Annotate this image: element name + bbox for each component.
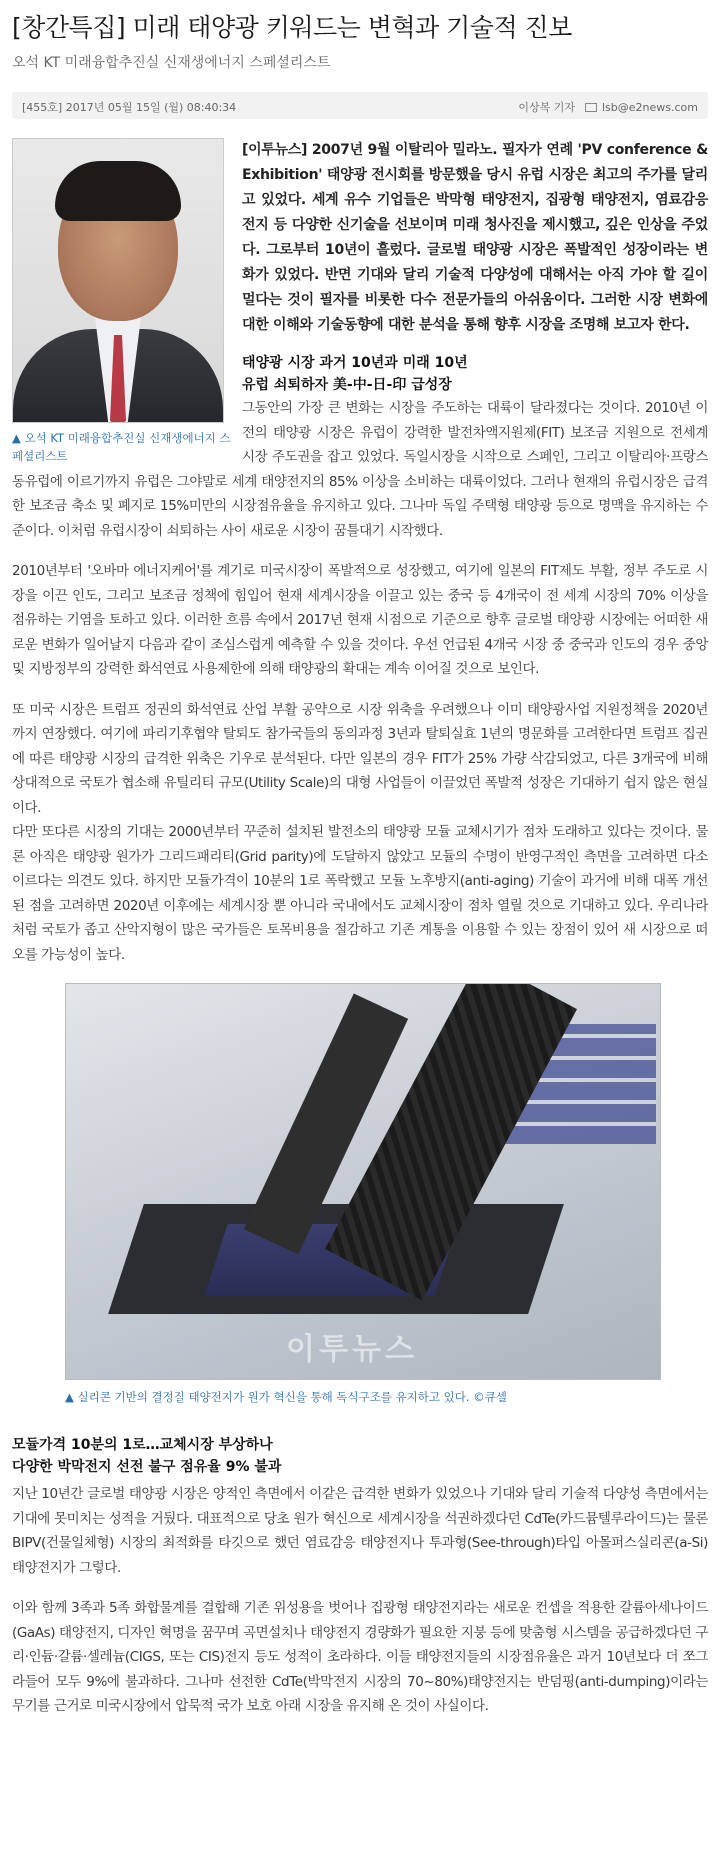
author-photo	[12, 138, 224, 423]
reporter-name[interactable]: 이상복 기자	[518, 101, 575, 114]
article-paragraph: 지난 10년간 글로벌 태양광 시장은 양적인 측면에서 이같은 급격한 변화가 있었으나 기대와 달리 기술적 다양성 측면에서는 기대에 못미치는 성적을 거뒀다. 대표적으로 당초 원가 혁신으로 세계시장을 석권하겠다던 CdTe(카드뮴텔루라이드)는 물론 BIPV(건물일체형) 시장의 최적화를 타깃으로 했던 염료감응 태양전지나 투과형(See-through)타입 아몰퍼스실리콘(a-Si) 태양전지가 그렇다.	[12, 1486, 708, 1576]
article-paragraph: 이와 함께 3족과 5족 화합물계를 결합해 기존 위성용을 벗어나 집광형 태양전지라는 새로운 컨셉을 적용한 갈륨아세나이드(GaAs) 태양전지, 디자인 혁명을 꿈꾸며 곡면설치나 태양전지 경량화가 필요한 지붕 등에 맞춤형 시스템을 공급하겠다던 구리·인듐·갈륨·셀레늄(CIGS, 또는 CIS)전지 등도 성적이 초라하다. 이들 태양전지들의 시장점유율은 과거 10년보다 더 쪼그라들어 모두 9%에 불과하다. 그나마 선전한 CdTe(박막전지 시장의 70~80%)태양전지는 반덤핑(anti-dumping)이라는 무기를 근거로 미국시장에서 압묵적 국가 보호 아래 시장을 유지해 온 것이 사실이다.	[12, 1600, 708, 1714]
section-heading-line: 다양한 박막전지 선전 불구 점유율 9% 불과	[12, 1459, 282, 1475]
issue-number: [455호]	[22, 101, 63, 114]
section-heading	[12, 1434, 708, 1478]
article-paragraph: 2010년부터 '오바마 에너지케어'를 계기로 미국시장이 폭발적으로 성장했고, 여기에 일본의 FIT제도 부활, 정부 주도로 시장을 이끈 인도, 그리고 보조금 정책에 힘입어 현재 세계시장을 이끌고 있는 중국 등 4개국이 전 세계 시장의 70% 이상을 점유하는 기염을 토하고 있다. 이러한 흐름 속에서 2017년 현재 시점으로 기준으로 향후 글로벌 태양광 시장에는 어떠한 새로운 변화가 일어날지 다음과 같이 조심스럽게 예측할 수 있을 것이다. 우선 언급된 4개국 시장 중 중국과 인도의 경우 중앙 및 지방정부의 강력한 화석연료 사용제한에 의해 태양광의 확대는 계속 이어질 것으로 보인다.	[12, 563, 708, 677]
figure-caption: ▲ 실리콘 기반의 결정질 태양전지가 원가 혁신을 통해 독식구조를 유지하고 있다. ©큐셀	[65, 1390, 507, 1404]
article-meta-right	[518, 99, 698, 115]
mail-icon	[585, 103, 597, 112]
article-subtitle: 오석 KT 미래융합추진실 신재생에너지 스페셜리스트	[12, 55, 331, 71]
article-meta-bar	[12, 92, 708, 119]
article-figure	[12, 983, 708, 1406]
article-paragraph: 그동안의 가장 큰 변화는 시장을 주도하는 대륙이 달라졌다는 것이다. 2010년 이전의 태양광 시장은 유럽이 강력한 발전차액지원제(FIT) 보조금 지원으로 전세계 시장 주도권을 잡고 있었다. 독일시장을 시작으로 스페인, 그리고 이탈리아·프랑스 동유럽에 이르기까지 유럽은 그야말로 세계 태양전지의 85% 이상을 소비하는 대륙이었다. 그러나 현재의 유럽시장은 급격한 보조금 축소 및 폐지로 15%미만의 시장점유율을 유지하고 있다. 그나마 독일 주택형 태양광 등으로 명맥을 유지하는 수준이다. 이처럼 유럽시장이 쇠퇴하는 사이 새로운 시장이 꿈틀대기 시작했다.	[12, 400, 708, 539]
article-paragraph: 또 미국 시장은 트럼프 정권의 화석연료 산업 부활 공약으로 시장 위축을 우려했으나 이미 태양광사업 지원정책을 2020년까지 연장했다. 여기에 파리기후협약 탈퇴도 참가국들의 동의과정 3년과 탈퇴실효 1년의 명문화를 고려한다면 트럼프 집권에 따른 태양광 시장의 급격한 위축은 기우로 분석된다. 다만 일본의 경우 FIT가 25% 가량 삭감되었고, 다른 3개국에 비해 상대적으로 국토가 협소해 유틸리티 규모(Utility Scale)의 대형 사업들이 이끌었던 폭발적 성장은 기대하기 쉽지 않은 현실이다.	[12, 701, 708, 816]
reporter-email[interactable]: lsb@e2news.com	[602, 101, 698, 114]
image-watermark: 이투뉴스	[286, 1332, 418, 1367]
article-title: [창간특집] 미래 태양광 키워드는 변혁과 기술적 진보	[12, 13, 572, 42]
article-body	[12, 138, 708, 1735]
section-heading-line: 유럽 쇠퇴하자 美-中-日-印 급성장	[242, 377, 452, 393]
article-lead: [이투뉴스] 2007년 9월 이탈리아 밀라노. 필자가 연례 'PV conference & Exhibition' 태양광 전시회를 방문했을 당시 유럽 시장은 최고의 주가를 달리고 있었다. 세계 유수 기업들은 박막형 태양전지, 집광형 태양전지, 염료감응전지 등 다양한 신기술을 선보이며 미래 청사진을 제시했고, 깊은 인상을 주었다. 그로부터 10년이 흘렀다. 글로벌 태양광 시장은 폭발적인 성장이라는 변화가 있었다. 반면 기대와 달리 기술적 다양성에 대해서는 아직 가야 할 길이 멀다는 것이 필자를 비롯한 다수 전문가들의 아쉬움이다. 그러한 시장 변화에 대한 이해와 기술동향에 대한 분석을 통해 향후 시장을 조명해 보고자 한다.	[242, 142, 708, 333]
section-heading-line: 모듈가격 10분의 1로…교체시장 부상하나	[12, 1437, 273, 1453]
solar-cell-robot-image	[65, 983, 661, 1380]
author-photo-caption: ▲ 오석 KT 미래융합추진실 신재생에너지 스페셜리스트	[12, 431, 231, 463]
article-meta-left	[22, 99, 236, 115]
publish-date: 2017년 05월 15일 (월) 08:40:34	[65, 101, 237, 114]
section-heading-line: 태양광 시장 과거 10년과 미래 10년	[242, 355, 468, 371]
article-paragraph: 다만 또다른 시장의 기대는 2000년부터 꾸준히 설치된 발전소의 태양광 모듈 교체시기가 점차 도래하고 있다는 것이다. 물론 아직은 태양광 원가가 그리드패리티(Grid parity)에 도달하지 않았고 모듈의 수명이 반영구적인 측면을 고려하면 다소 이르다는 의견도 있다. 하지만 모듈가격이 10분의 1로 폭락했고 모듈 노후방지(anti-aging) 기술이 과거에 비해 대폭 개선된 점을 고려하면 2020년 이후에는 세계시장 뿐 아니라 국내에서도 교체시장이 점차 열릴 것으로 기대하고 있다. 우리나라처럼 국토가 좁고 산악지형이 많은 국가들은 토목비용을 절감하고 기존 계통을 이용할 수 있는 장점이 있어 새 시장으로 떠오를 가능성이 높다.	[12, 824, 708, 963]
article-header	[12, 8, 708, 74]
author-photo-box	[12, 138, 234, 465]
